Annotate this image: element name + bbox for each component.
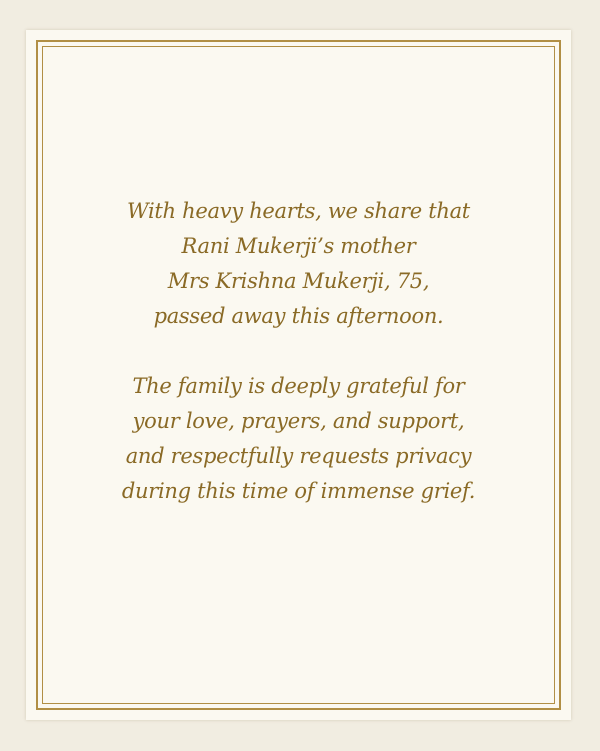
gratitude-line: The family is deeply grateful for [132, 374, 465, 398]
announcement-line: Mrs Krishna Mukerji, 75, [167, 269, 430, 293]
gratitude-line: your love, prayers, and support, [132, 409, 465, 433]
notice-text [26, 194, 571, 509]
notice-card [26, 30, 571, 720]
announcement-line: Rani Mukerji’s mother [181, 234, 416, 258]
announcement-paragraph [26, 194, 571, 334]
gratitude-line: during this time of immense grief. [121, 479, 476, 503]
announcement-line: With heavy hearts, we share that [127, 199, 470, 223]
announcement-line: passed away this afternoon. [153, 304, 444, 328]
gratitude-line: and respectfully requests privacy [125, 444, 472, 468]
gratitude-paragraph [26, 369, 571, 509]
